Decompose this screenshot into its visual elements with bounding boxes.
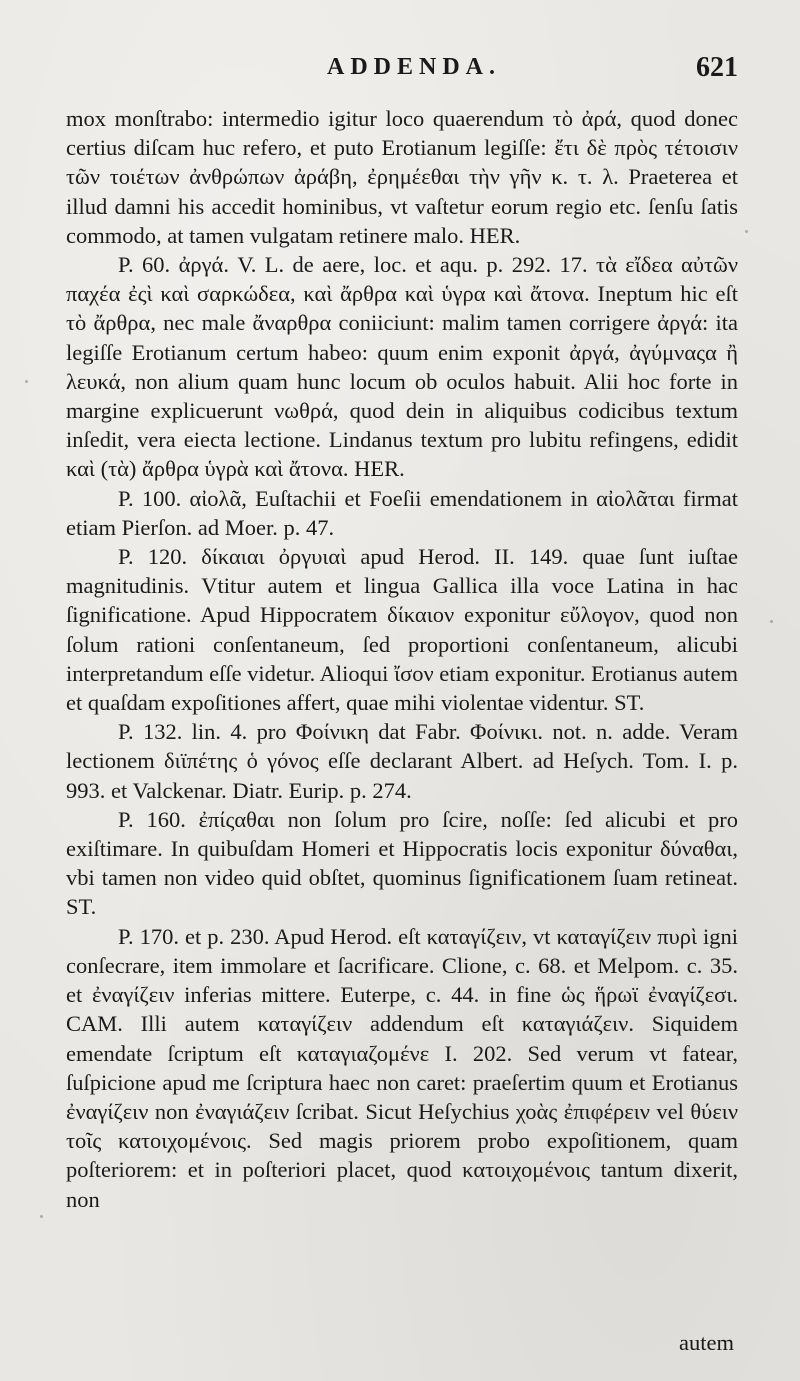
catchword: autem [679,1330,734,1355]
paragraph-p60: P. 60. ἀργά. V. L. de aere, loc. et aqu. p. 292. 17. τὰ εἴδεα αὐτῶν παχέα ἐςὶ καὶ σαρκώδεα, καὶ ἄρθρα καὶ ὑγρα καὶ ἄτονα. Ineptum hic eſt τὸ ἄρθρα, nec male ἄναρθρα coniiciunt: malim tamen corrigere ἀργά: ita legiſſe Erotianum certum habeo: quum enim exponit ἀργά, ἀγύμναςα ἢ λευκά, non alium quam hunc locum ob oculos habuit. Alii hoc forte in margine explicuerunt νωθρά, quod dein in aliquibus codicibus textum inſedit, vera eiecta lectione. Lindanus textum pro lubitu refingens, edidit καὶ (τὰ) ἄρθρα ὑγρὰ καὶ ἄτονα. HER. [66,252,738,482]
paper-speck [40,1215,43,1218]
paper-speck [770,620,773,623]
paper-speck [745,230,748,233]
paragraph-p120: P. 120. δίκαιαι ὀργυιαὶ apud Herod. II. 149. quae ſunt iuſtae magnitudinis. Vtitur autem et lingua Gallica illa voce Latina in hac ſignificatione. Apud Hippocratem δίκαιον exponitur εὔλογον, quod non ſolum rationi conſentaneum, ſed proportioni conſentaneum, alicubi interpretandum eſſe videtur. Alioqui ἴσον etiam exponitur. Erotianus autem et quaſdam expoſitiones affert, quae mihi violentae videntur. ST. [66,544,738,716]
paragraph-continuation: mox monſtrabo: intermedio igitur loco quaerendum τὸ ἀρά, quod donec certius diſcam huc refero, et puto Erotianum legiſſe: ἔτι δὲ πρὸς τέτοισιν τῶν τοιέτων ἀνθρώπων ἀράβη, ἐρημέεθαι τὴν γῆν κ. τ. λ. Praeterea et illud damni his accedit hominibus, vt vaſtetur eorum regio etc. ſenſu ſatis commodo, at tamen vulgatam retinere malo. HER. [66,106,738,248]
paragraph-p170: P. 170. et p. 230. Apud Herod. eſt καταγίζειν, vt καταγίζειν πυρὶ igni conſecrare, item immolare et ſacrificare. Clione, c. 68. et Melpom. c. 35. et ἐναγίζειν inferias mittere. Euterpe, c. 44. in fine ὡς ἥρωϊ ἐναγίζεσι. CAM. Illi autem καταγίζειν addendum eſt καταγιάζειν. Siquidem emendate ſcriptum eſt καταγιαζομένε I. 202. Sed verum vt fatear, ſuſpicione apud me ſcriptura haec non caret: praeſertim quum et Erotianus ἐναγίζειν non ἐναγιάζειν ſcribat. Sicut Heſychius χοὰς ἐπιφέρειν vel θύειν τοῖς κατοιχομένοις. Sed magis priorem probo expoſitionem, quam poſteriorem: et in poſteriori placet, quod κατοιχομένοις tantum dixerit, non [66,923,738,1212]
paragraph-p100: P. 100. αἰολᾶ, Euſtachii et Foeſii emendationem in αἰολᾶται firmat etiam Pierſon. ad Moer. p. 47. [66,485,738,540]
paragraph-p160: P. 160. ἐπίςαθαι non ſolum pro ſcire, noſſe: ſed alicubi et pro exiſtimare. In quibuſdam Homeri et Hippocratis locis exponitur δύναθαι, vbi tamen non video quid obſtet, quominus ſignificationem ſuam retineat. ST. [66,806,738,920]
running-head [68,52,738,86]
paper-speck [25,380,28,383]
paragraph-p132: P. 132. lin. 4. pro Φοίνικη dat Fabr. Φοίνικι. not. n. adde. Veram lectionem διϊπέτης ὁ γόνος eſſe declarant Albert. ad Heſych. Tom. I. p. 993. et Valckenar. Diatr. Eurip. p. 274. [66,719,738,803]
body-text [66,104,738,1214]
header-title: ADDENDA. [327,54,501,80]
page-number: 621 [696,52,738,83]
